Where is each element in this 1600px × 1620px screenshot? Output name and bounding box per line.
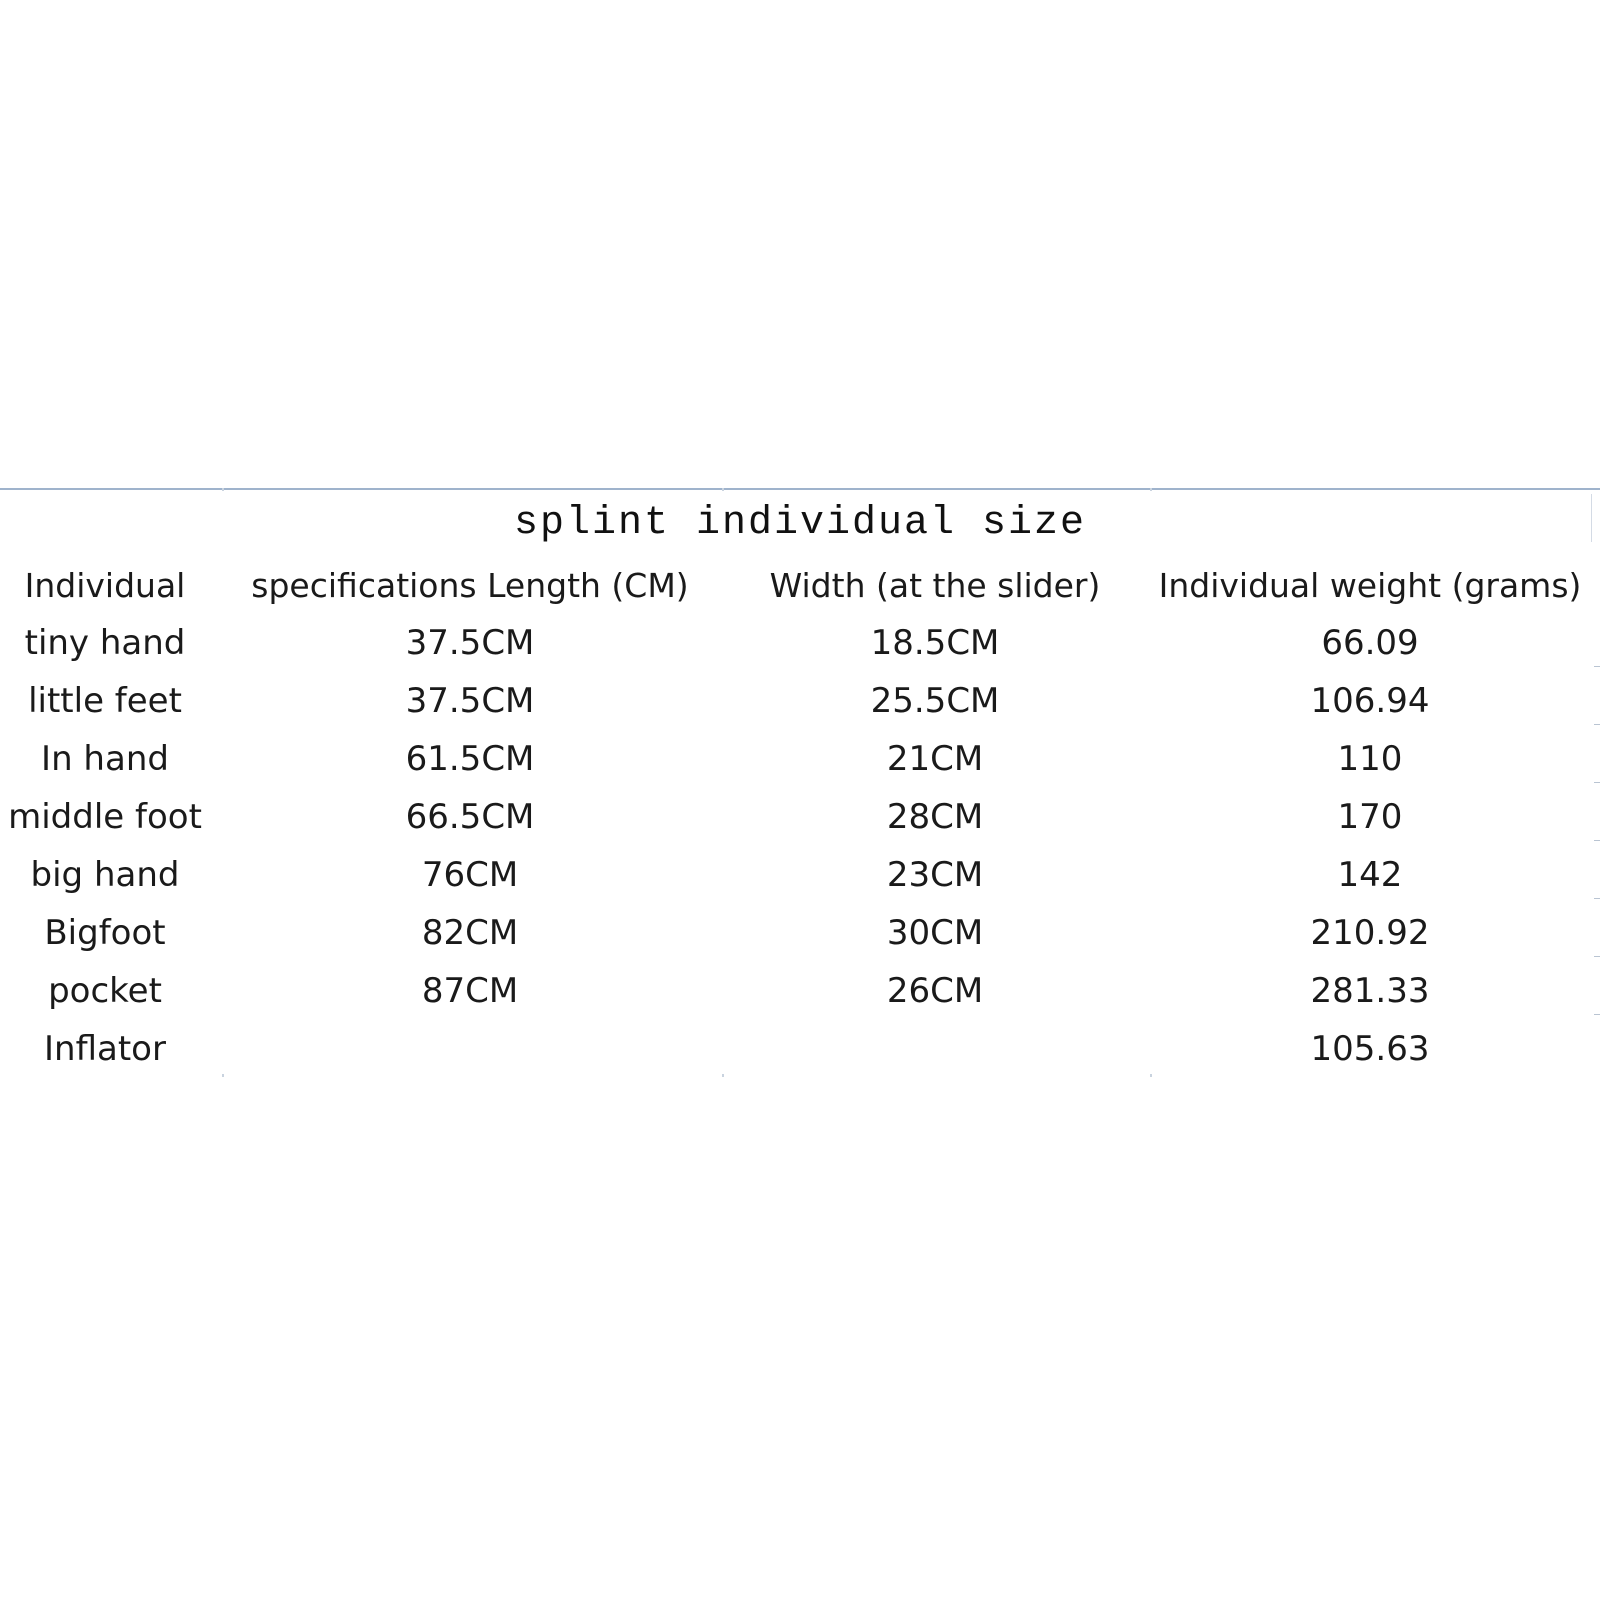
cell-individual: little feet (28, 681, 182, 721)
cell-individual: Bigfoot (44, 913, 166, 953)
row-edge-mark (1594, 898, 1600, 899)
cell-width: 25.5CM (870, 681, 1000, 721)
table-row (0, 962, 1600, 1020)
cell-width: 21CM (886, 739, 984, 779)
cell-weight: 170 (1337, 797, 1403, 837)
row-edge-mark (1594, 1014, 1600, 1015)
cell-individual: tiny hand (24, 623, 186, 663)
row-edge-mark (1594, 724, 1600, 725)
cell-length: 82CM (421, 913, 519, 953)
table-row (0, 1020, 1600, 1078)
table-row (0, 846, 1600, 904)
cell-weight: 142 (1337, 855, 1403, 895)
cell-individual: middle foot (8, 797, 202, 837)
cell-length: 76CM (421, 855, 519, 895)
spreadsheet-table (0, 488, 1600, 1084)
header-individual: Individual (24, 565, 186, 605)
row-edge-mark (1594, 782, 1600, 783)
row-edge-mark (1594, 840, 1600, 841)
table-grid (0, 556, 1600, 1078)
cell-length: 66.5CM (405, 797, 535, 837)
row-edge-mark (1594, 956, 1600, 957)
table-title: splint individual size (513, 501, 1087, 546)
cell-length: 61.5CM (405, 739, 535, 779)
cell-weight: 110 (1337, 739, 1403, 779)
cell-weight: 105.63 (1310, 1029, 1430, 1069)
cell-length: 37.5CM (405, 623, 535, 663)
row-edge-mark (1594, 666, 1600, 667)
cell-weight: 281.33 (1310, 971, 1430, 1011)
column-divider-tick (222, 488, 224, 491)
header-row (0, 556, 1600, 614)
cell-individual: In hand (41, 739, 169, 779)
cell-width: 26CM (886, 971, 984, 1011)
cell-width: 28CM (886, 797, 984, 837)
cell-length: 37.5CM (405, 681, 535, 721)
cell-individual: big hand (30, 855, 180, 895)
column-divider-tick (1150, 488, 1152, 491)
cell-individual: Inflator (44, 1029, 166, 1069)
cell-width: 30CM (886, 913, 984, 953)
cell-individual: pocket (48, 971, 162, 1011)
cell-width: 18.5CM (870, 623, 1000, 663)
cell-weight: 66.09 (1321, 623, 1419, 663)
table-row (0, 788, 1600, 846)
cell-width: 23CM (886, 855, 984, 895)
table-row (0, 672, 1600, 730)
header-length: specifications Length (CM) (251, 565, 689, 605)
cell-weight: 106.94 (1310, 681, 1430, 721)
cell-weight: 210.92 (1310, 913, 1430, 953)
table-top-border (0, 488, 1600, 490)
table-row (0, 730, 1600, 788)
table-row (0, 614, 1600, 672)
cell-length: 87CM (421, 971, 519, 1011)
header-weight: Individual weight (grams) (1158, 565, 1582, 605)
header-width: Width (at the slider) (769, 565, 1101, 605)
column-divider-tick (722, 488, 724, 491)
table-row (0, 904, 1600, 962)
